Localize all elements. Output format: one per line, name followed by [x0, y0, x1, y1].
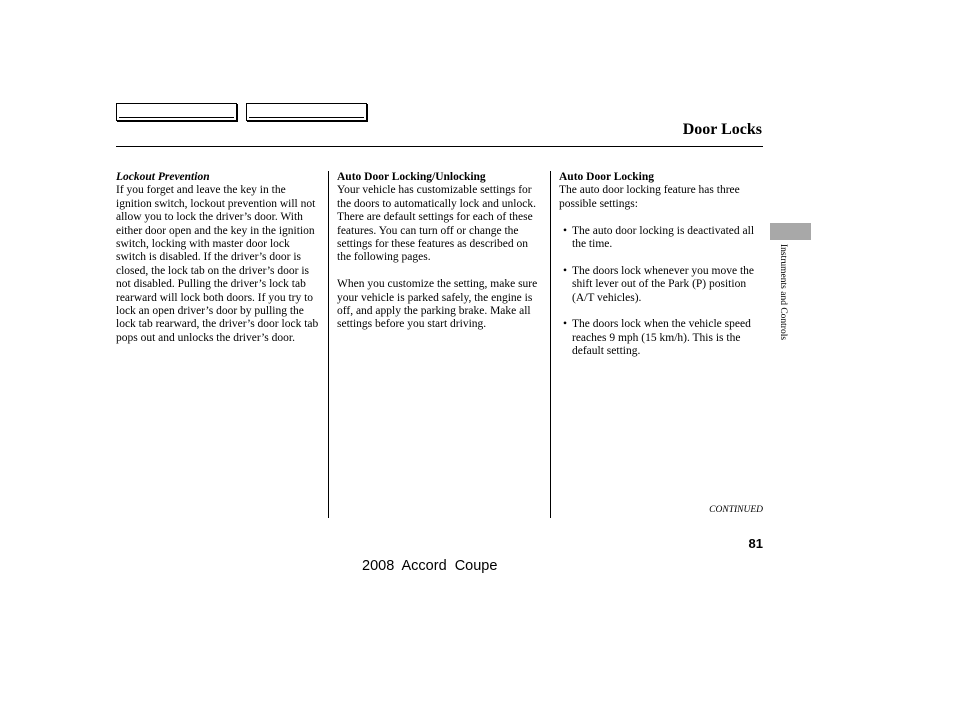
nav-box-previous[interactable]: [116, 103, 237, 121]
continued-label: CONTINUED: [709, 505, 763, 515]
section-heading: Auto Door Locking/Unlocking: [337, 171, 486, 183]
column-auto-door-locking: [559, 171, 763, 372]
body-paragraph: The auto door locking feature has three possible settings:: [559, 184, 740, 210]
settings-list: [559, 225, 763, 359]
body-paragraph: When you customize the setting, make sure your vehicle is parked safely, the engine is off, and apply the parking brake. Make all settings before you start driving.: [337, 278, 538, 331]
section-tab-label-box: [776, 244, 790, 374]
footer-model-name: 2008 Accord Coupe: [362, 558, 498, 574]
section-heading: Lockout Prevention: [116, 171, 210, 183]
page-title: Door Locks: [682, 121, 762, 138]
nav-box-next[interactable]: [246, 103, 367, 121]
section-tab-label: Instruments and Controls: [778, 244, 788, 341]
list-item: • The doors lock whenever you move the shift lever out of the Park (P) position (A/T vehicles).: [559, 265, 763, 305]
column-auto-door-locking-unlocking: [337, 171, 542, 345]
page-number: 81: [748, 536, 763, 551]
section-heading: Auto Door Locking: [559, 171, 654, 183]
body-paragraph: Your vehicle has customizable settings for the doors to automatically lock and unlock. There are default settings for each of these features. You can turn off or change the settings for these features as described on the following pages.: [337, 184, 536, 264]
title-rule: [116, 146, 763, 147]
column-lockout-prevention: [116, 171, 320, 359]
list-item: • The auto door locking is deactivated all the time.: [559, 225, 763, 252]
section-tab[interactable]: [770, 223, 811, 240]
column-divider: [550, 171, 551, 518]
list-item: • The doors lock when the vehicle speed reaches 9 mph (15 km/h). This is the default setting.: [559, 318, 763, 358]
body-paragraph: If you forget and leave the key in the ignition switch, lockout prevention will not allow you to lock the driver’s door. With either door open and the key in the ignition switch, locking with master door lock switch is disabled. If the driver’s door is closed, the lock tab on the driver’s door is not disabled. Pulling the driver’s lock tab rearward will lock both doors. If you try to lock an open driver’s door by pulling the lock tab rearward, the driver’s door lock tab pops out and unlocks the driver’s door.: [116, 184, 319, 344]
column-divider: [328, 171, 329, 518]
